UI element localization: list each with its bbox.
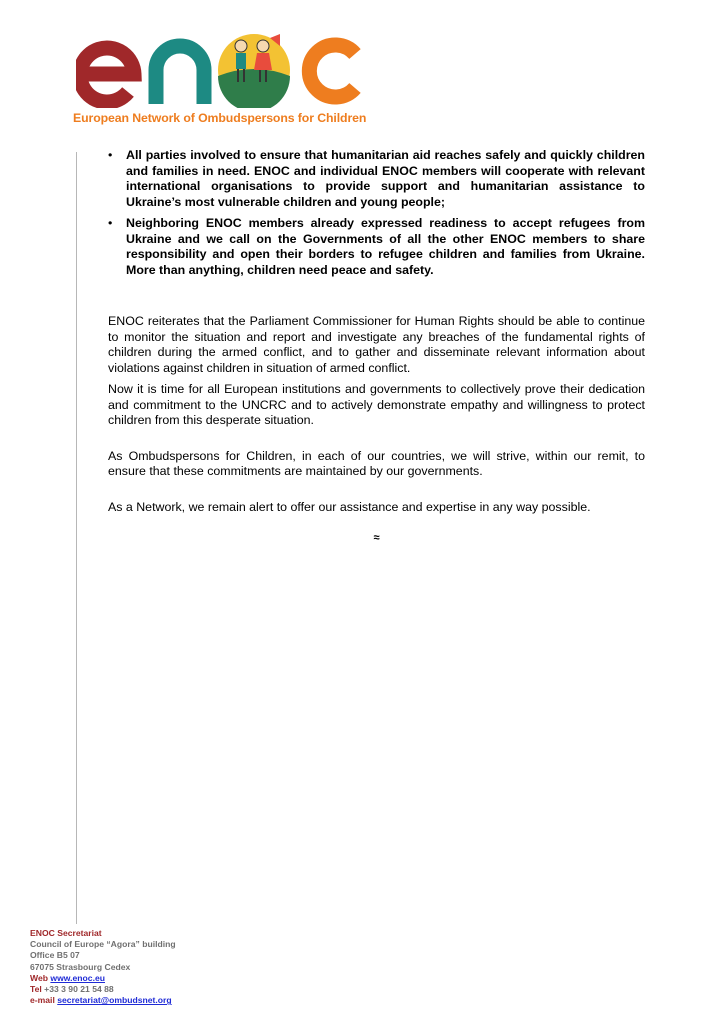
footer-web-label: Web [30, 972, 48, 983]
footer-email-label: e-mail [30, 995, 55, 1006]
email-link[interactable]: secretariat@ombudsnet.org [57, 995, 172, 1006]
letter-body [108, 148, 645, 544]
secretariat-footer [30, 928, 176, 1006]
footer-tel-label: Tel [30, 984, 42, 995]
organization-tagline: European Network of Ombudspersons for Children [73, 111, 367, 125]
paragraph: As a Network, we remain alert to offer our assistance and expertise in any way possible. [108, 499, 591, 514]
list-item: • All parties involved to ensure that humanitarian aid reaches safely and quickly children and families in need. ENOC and individual ENOC members will cooperate with relevant international organisations to provide support and humanitarian assistance to Ukraine’s most vulnerable children and young people; [108, 148, 645, 210]
footer-address-line: 67075 Strasbourg Cedex [30, 961, 131, 972]
margin-rule [76, 152, 77, 924]
paragraph: ENOC reiterates that the Parliament Commissioner for Human Rights should be able to continue to monitor the situation and report and investigate any breaches of the fundamental rights of children during the armed conflict, and to gather and disseminate relevant information about violations against children in situation of armed conflict. [108, 314, 645, 375]
footer-address-line: Council of Europe “Agora” building [30, 939, 176, 950]
footer-tel-value: +33 3 90 21 54 88 [44, 984, 114, 995]
list-item: • Neighboring ENOC members already expressed readiness to accept refugees from Ukraine and we call on the Governments of all the other ENOC members to share responsibility and open their borders to refugee children and families from Ukraine. More than anything, children need peace and safety. [108, 216, 645, 278]
footer-address-line: Office B5 07 [30, 950, 80, 961]
footer-web [30, 973, 176, 984]
paragraph: Now it is time for all European institutions and governments to collectively prove their dedication and commitment to the UNCRC and to actively demonstrate empathy and willingness to protect children from this desperate situation. [108, 382, 645, 427]
demands-list [108, 148, 645, 278]
footer-email [30, 995, 176, 1006]
enoc-logo-icon [76, 24, 366, 108]
footer-tel [30, 984, 176, 995]
end-separator: ≈ [373, 532, 380, 544]
paragraph: As Ombudspersons for Children, in each of our countries, we will strive, within our remit, to ensure that these commitments are maintained by our governments. [108, 448, 645, 478]
web-link[interactable]: www.enoc.eu [50, 972, 105, 983]
footer-org-name: ENOC Secretariat [30, 928, 102, 938]
enoc-logo [76, 24, 366, 108]
